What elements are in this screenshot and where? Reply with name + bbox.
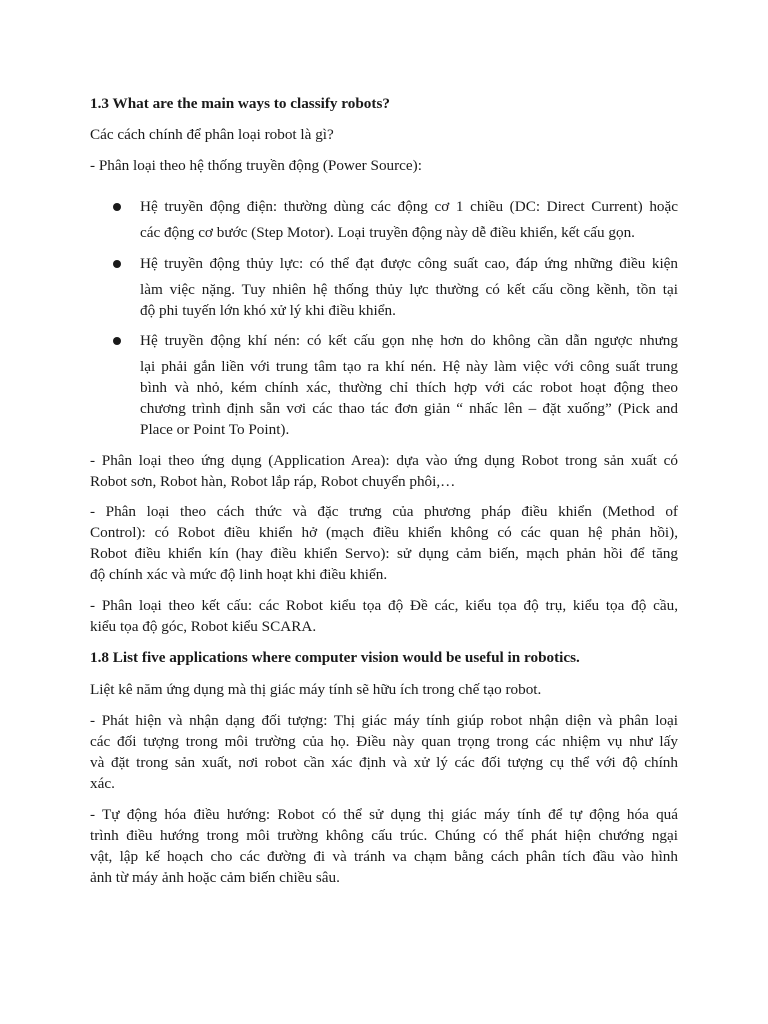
- structure-line-2: kiểu tọa độ góc, Robot kiểu SCARA.: [90, 618, 317, 635]
- detection-line-2: các đối tượng trong môi trường của họ. Điều này quan trọng trong các nhiệm vụ như lấy: [90, 733, 678, 750]
- bullet-3-line-4: chương trình định sẵn vơi các thao tác đơn giản “ nhấc lên – đặt xuống” (Pick and: [140, 400, 678, 417]
- bullet-dot: [113, 337, 121, 345]
- bullet-1-line-1: Hệ truyền động điện: thường dùng các động cơ 1 chiều (DC: Direct Current) hoặc: [140, 198, 678, 215]
- structure-line-1: - Phân loại theo kết cấu: các Robot kiểu tọa độ Đề các, kiểu tọa độ trụ, kiểu tọa độ cầu,: [90, 597, 678, 614]
- bullet-3-line-2: lại phải gắn liền với trung tâm tạo ra khí nén. Hệ này làm việc với công suất trung: [140, 358, 678, 375]
- navigation-line-2: trình điều hướng trong môi trường không cấu trúc. Chúng có thể phát hiện chướng ngại: [90, 827, 678, 844]
- navigation-line-4: ảnh từ máy ảnh hoặc cảm biến chiều sâu.: [90, 869, 340, 886]
- control-line-3: Robot điều khiển kín (hay điều khiển Servo): sử dụng cảm biến, mạch phản hồi để tăng: [90, 545, 678, 562]
- control-line-1: - Phân loại theo cách thức và đặc trưng của phương pháp điều khiển (Method of: [90, 503, 678, 520]
- bullet-3-line-3: bình và nhỏ, kém chính xác, thường chỉ thích hợp với các robot hoạt động theo: [140, 379, 678, 396]
- application-line-2: Robot sơn, Robot hàn, Robot lắp ráp, Robot chuyển phôi,…: [90, 473, 456, 490]
- bullet-2-line-3: độ phi tuyến lớn khó xử lý khi điều khiển.: [140, 302, 396, 319]
- application-line-1: - Phân loại theo ứng dụng (Application Area): dựa vào ứng dụng Robot trong sản xuất có: [90, 452, 678, 469]
- question-vi-1-8: Liệt kê năm ứng dụng mà thị giác máy tính sẽ hữu ích trong chế tạo robot.: [90, 681, 542, 698]
- question-vi-1-3: Các cách chính để phân loại robot là gì?: [90, 126, 334, 143]
- bullet-1-line-2: các động cơ bước (Step Motor). Loại truyền động này dễ điều khiển, kết cấu gọn.: [140, 224, 635, 241]
- control-line-4: độ chính xác và mức độ linh hoạt khi điều khiển.: [90, 566, 388, 583]
- bullet-2-line-2: làm việc nặng. Tuy nhiên hệ thống thủy lực thường có kết cấu cồng kềnh, tồn tại: [140, 281, 678, 298]
- section-heading-1-3: 1.3 What are the main ways to classify robots?: [90, 95, 390, 112]
- bullet-dot: [113, 260, 121, 268]
- power-source-intro: - Phân loại theo hệ thống truyền động (Power Source):: [90, 157, 422, 174]
- detection-line-1: - Phát hiện và nhận dạng đối tượng: Thị giác máy tính giúp robot nhận diện và phân loại: [90, 712, 678, 729]
- navigation-line-3: vật, lập kế hoạch cho các đường đi và tránh va chạm bằng cách phân tích đầu vào hình: [90, 848, 678, 865]
- bullet-2-line-1: Hệ truyền động thủy lực: có thể đạt được công suất cao, đáp ứng những điều kiện: [140, 255, 678, 272]
- navigation-line-1: - Tự động hóa điều hướng: Robot có thể sử dụng thị giác máy tính để tự động hóa quá: [90, 806, 678, 823]
- bullet-3-line-5: Place or Point To Point).: [140, 421, 290, 438]
- control-line-2: Control): có Robot điều khiển hở (mạch điều khiển không có các quan hệ phản hồi),: [90, 524, 678, 541]
- section-heading-1-8: 1.8 List five applications where computer vision would be useful in robotics.: [90, 649, 580, 666]
- bullet-3-line-1: Hệ truyền động khí nén: có kết cấu gọn nhẹ hơn do không cần dẫn ngược nhưng: [140, 332, 678, 349]
- bullet-dot: [113, 203, 121, 211]
- detection-line-3: và đặt trong sản xuất, nơi robot cần xác định và xử lý các đối tượng cụ thể với độ chính: [90, 754, 678, 771]
- detection-line-4: xác.: [90, 775, 115, 792]
